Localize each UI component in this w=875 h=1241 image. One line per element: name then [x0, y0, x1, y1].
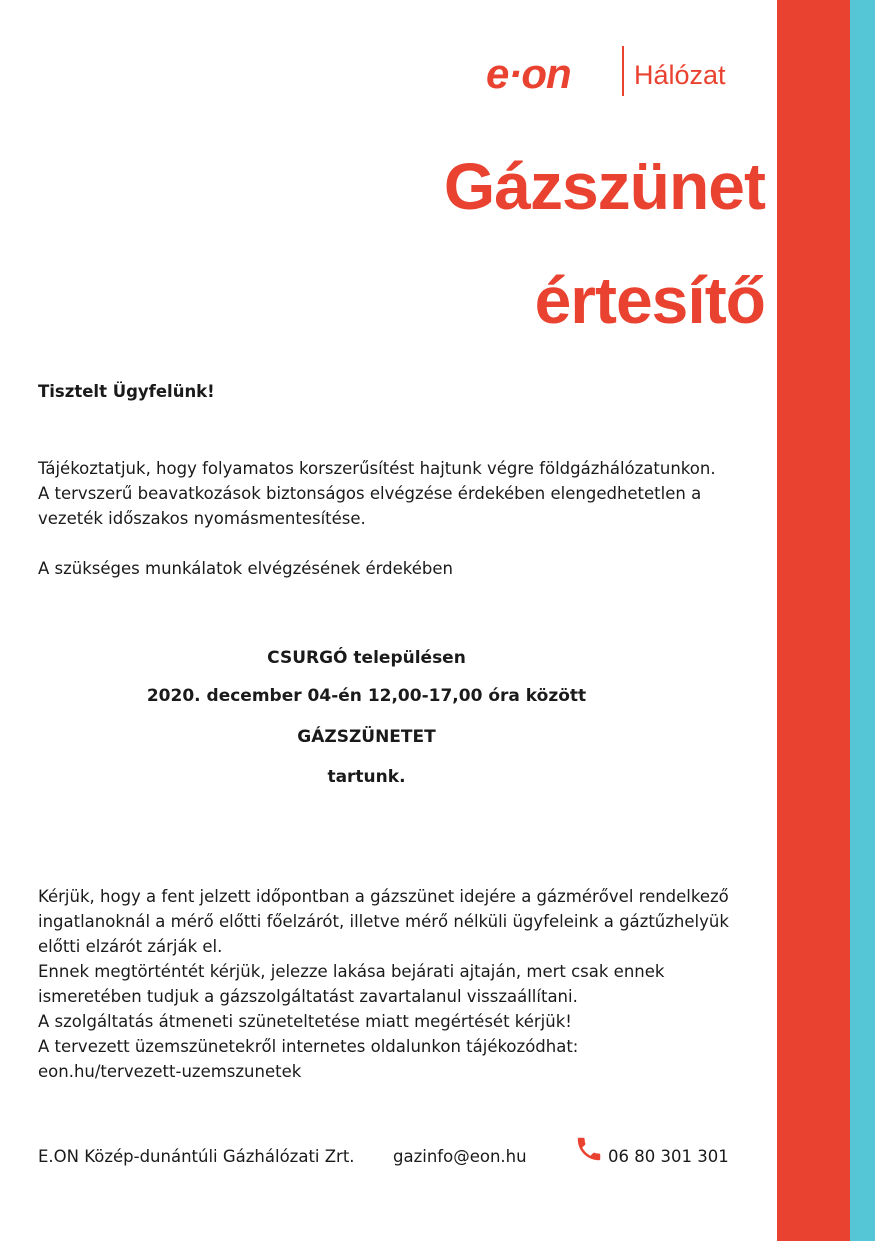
notice-closing: tartunk.	[327, 767, 406, 787]
side-stripe-red	[777, 0, 850, 1241]
notice-datetime: 2020. december 04-én 12,00-17,00 óra között	[146, 686, 587, 706]
footer-phone[interactable]: 06 80 301 301	[608, 1147, 729, 1166]
instruction-line: ingatlanoknál a mérő előtti főelzárót, illetve mérő nélküli ügyfeleink a gáztűzhelyük	[38, 912, 729, 931]
instruction-line: Kérjük, hogy a fent jelzett időpontban a gázszünet idejére a gázmérővel rendelkező	[38, 887, 729, 906]
phone-icon	[574, 1134, 604, 1164]
lead-text: A szükséges munkálatok elvégzésének érdekében	[38, 559, 454, 578]
notice-event: GÁZSZÜNETET	[297, 727, 436, 747]
instruction-line: A tervezett üzemszünetekről internetes oldalunkon tájékozódhat:	[38, 1037, 579, 1056]
footer-company: E.ON Közép-dunántúli Gázhálózati Zrt.	[38, 1147, 355, 1166]
intro-line: A tervszerű beavatkozások biztonságos elvégzése érdekében elengedhetetlen a	[38, 484, 702, 503]
intro-line: Tájékoztatjuk, hogy folyamatos korszerűsítést hajtunk végre földgázhálózatunkon.	[38, 459, 716, 478]
logo-division: Hálózat	[634, 60, 726, 90]
eon-logo-mark: e·on	[486, 50, 571, 97]
instruction-line: A szolgáltatás átmeneti szüneteltetése miatt megértését kérjük!	[38, 1012, 572, 1031]
intro-line: vezeték időszakos nyomásmentesítése.	[38, 509, 366, 528]
instruction-line: előtti elzárót zárják el.	[38, 937, 223, 956]
instruction-line: Ennek megtörténtét kérjük, jelezze lakása bejárati ajtaján, mert csak ennek	[38, 962, 665, 981]
logo-divider	[622, 46, 624, 96]
website-link[interactable]: eon.hu/tervezett-uzemszunetek	[38, 1062, 302, 1081]
instruction-line: ismeretében tudjuk a gázszolgáltatást zavartalanul visszaállítani.	[38, 987, 578, 1006]
title-line-2: értesítő	[534, 263, 765, 337]
side-stripe-blue	[850, 0, 875, 1241]
footer-email[interactable]: gazinfo@eon.hu	[393, 1147, 527, 1166]
notice-location: CSURGÓ településen	[267, 648, 466, 668]
title-line-1: Gázszünet	[443, 149, 765, 223]
greeting: Tisztelt Ügyfelünk!	[38, 382, 215, 401]
